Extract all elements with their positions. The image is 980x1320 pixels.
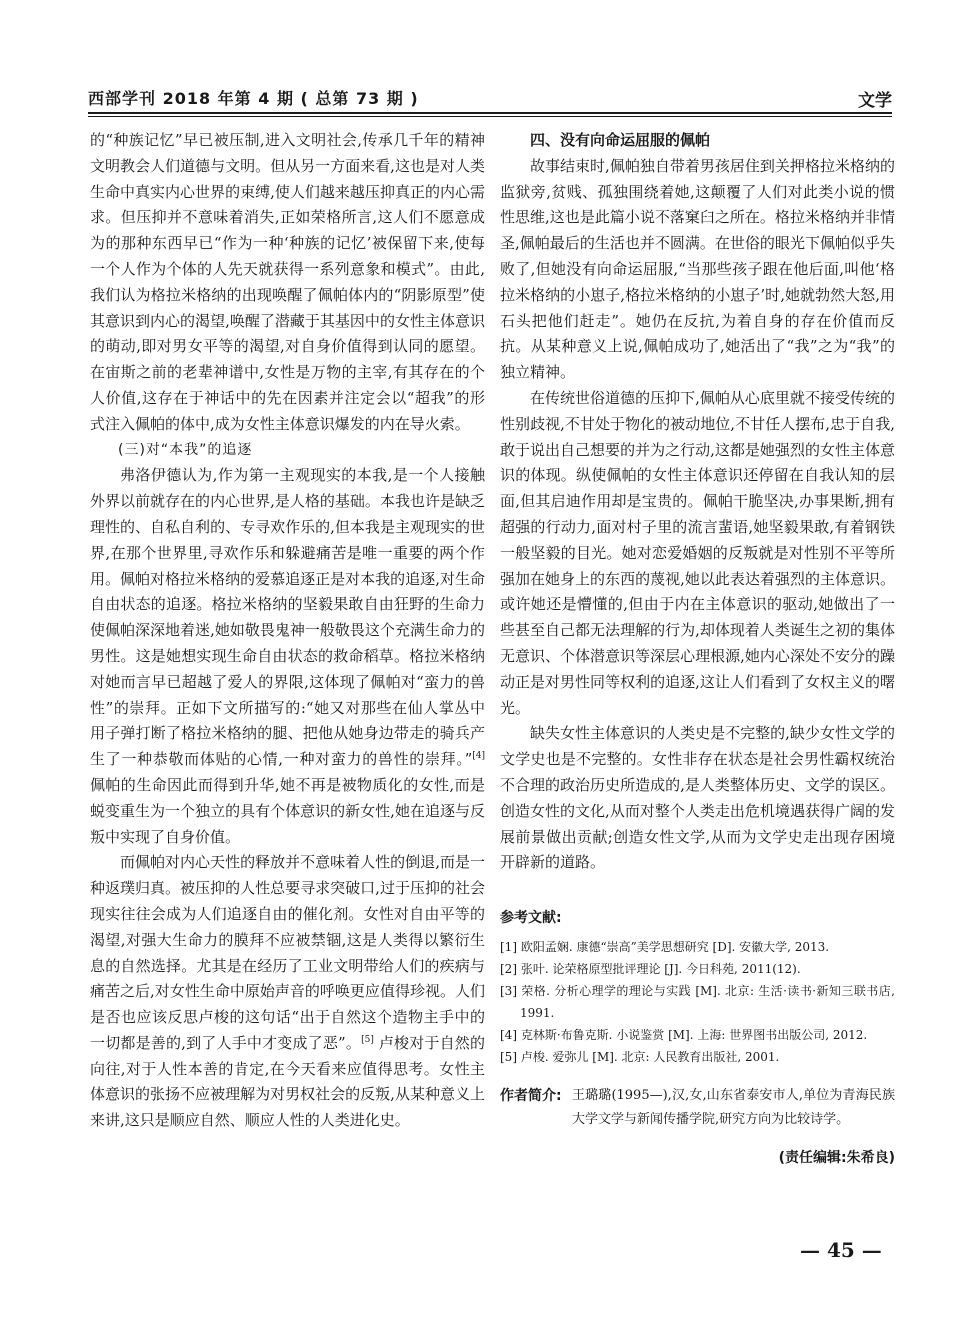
header-rule <box>88 112 892 114</box>
paragraph <box>90 850 485 1134</box>
running-header <box>88 82 892 112</box>
reference-item: [3] 荣格. 分析心理学的理论与实践 [M]. 北京: 生活·读书·新知三联书店, 1991. <box>500 983 895 1020</box>
left-column <box>90 128 485 1134</box>
paragraph-text: 而佩帕对内心天性的释放并不意味着人性的倒退,而是一种返璞归真。被压抑的人性总要寻求突破口,过于压抑的社会现实往往会成为人们追逐自由的催化剂。女性对自由平等的渴望,对强大生命力的膜拜不应被禁锢,这是人类得以繁衍生息的自然选择。尤其是在经历了工业文明带给人们的疾病与痛苦之后,对女性生命中原始声音的呼唤更应值得珍视。人们是否也应该反思卢梭的这句话“出于自然这个造物主手中的一切都是善的,到了人手中才变成了恶”。 <box>90 853 485 1052</box>
reference-item: [2] 张叶. 论荣格原型批评理论 [J]. 今日科苑, 2011(12). <box>500 961 801 976</box>
paragraph-text: 佩帕的生命因此而得到升华,她不再是被物质化的女性,而是蜕变重生为一个独立的具有个体意识的新女性,她在追逐与反叛中实现了自身价值。 <box>90 775 485 846</box>
paragraph-text: 弗洛伊德认为,作为第一主观现实的本我,是一个人接触外界以前就存在的内心世界,是人格的基础。本我也许是缺乏理性的、自私自利的、专寻欢作乐的,但本我是主观现实的世界,在那个世界里,寻欢作乐和躲避痛苦是唯一重要的两个作用。佩帕对格拉米格纳的爱慕追逐正是对本我的追逐,对生命自由状态的追逐。格拉米格纳的坚毅果敢自由狂野的生命力使佩帕深深地着迷,她如敬畏鬼神一般敬畏这个充满生命力的男性。这是她想实现生命自由状态的救命稻草。格拉米格纳对她而言早已超越了爱人的界限,这体现了佩帕对“蛮力的兽性”的崇拜。正如下文所描写的:“她又对那些在仙人掌丛中用子弹打断了格拉米格纳的腿、把他从她身边带走的骑兵产生了一种恭敬而体贴的心情,一种对蛮力的兽性的崇拜。” <box>90 466 485 769</box>
paragraph: 的“种族记忆”早已被压制,进入文明社会,传承几千年的精神文明教会人们道德与文明。但从另一方面来看,这也是对人类生命中真实内心世界的束缚,使人们越来越压抑真正的内心需求。但压抑并不意味着消失,正如荣格所言,这人们不愿意成为的那种东西早已“作为一种‘种族的记忆’被保留下来,使每一个人作为个体的人先天就获得一系列意象和模式”。由此,我们认为格拉米格纳的出现唤醒了佩帕体内的“阴影原型”使其意识到内心的渴望,唤醒了潜藏于其基因中的女性主体意识的萌动,即对男女平等的渴望,对自身价值得到认同的愿望。在宙斯之前的老辈神谱中,女性是万物的主宰,有其存在的个人价值,这存在于神话中的先在因素并注定会以“超我”的形式注入佩帕的体中,成为女性主体意识爆发的内在导火索。 <box>90 131 485 433</box>
header-rule-thin <box>88 116 892 117</box>
journal-title: 西部学刊 2018 年第 4 期 ( 总第 73 期 ) <box>88 89 419 108</box>
reference-item: [4] 克林斯·布鲁克斯. 小说鉴赏 [M]. 上海: 世界图书出版公司, 2012. <box>500 1027 868 1042</box>
references-title: 参考文献: <box>500 910 562 927</box>
section-heading: 四、没有向命运屈服的佩帕 <box>530 131 711 149</box>
reference-item: [5] 卢梭. 爱弥儿 [M]. 北京: 人民教育出版社, 2001. <box>500 1049 780 1064</box>
paragraph-text: 卢梭对于自然的向往,对于人性本善的肯定,在今天看来应值得思考。女性主体意识的张扬不应被理解为对男权社会的反叛,从某种意义上来讲,这只是顺应自然、顺应人性的人类进化史。 <box>90 1033 485 1130</box>
paragraph: 缺失女性主体意识的人类史是不完整的,缺少女性文学的文学史也是不完整的。女性非存在状态是社会男性霸权统治不合理的政治历史所造成的,是人类整体历史、文学的误区。创造女性的文化,从而对整个人类走出危机境遇获得广阔的发展前景做出贡献;创造女性文学,从而为文学史走出现存困境开辟新的道路。 <box>500 724 895 872</box>
section-label: 文学 <box>858 91 892 111</box>
paragraph <box>90 463 485 850</box>
subsection-heading: (三)对“本我”的追逐 <box>118 441 253 458</box>
page-number: — 45 — <box>800 1238 882 1262</box>
citation: [4] <box>472 751 485 762</box>
paragraph: 故事结束时,佩帕独自带着男孩居住到关押格拉米格纳的监狱旁,贫贱、孤独围绕着她,这颠覆了人们对此类小说的惯性思维,这也是此篇小说不落窠臼之所在。格拉米格纳并非情圣,佩帕最后的生活也并不圆满。在世俗的眼光下佩帕似乎失败了,但她没有向命运屈服,“当那些孩子跟在他后面,叫他‘格拉米格纳的小崽子,格拉米格纳的小崽子’时,她就勃然大怒,用石头把他们赶走”。她仍在反抗,为着自身的存在价值而反抗。从某种意义上说,佩帕成功了,她活出了“我”之为“我”的独立精神。 <box>500 156 895 382</box>
author-bio <box>500 1084 895 1132</box>
right-column <box>500 128 895 1172</box>
author-bio-label: 作者简介: <box>500 1087 562 1104</box>
paragraph: 在传统世俗道德的压抑下,佩帕从心底里就不接受传统的性别歧视,不甘处于物化的被动地位,不甘任人摆布,忠于自我,敢于说出自己想要的并为之行动,这都是她强烈的女性主体意识的体现。纵使佩帕的女性主体意识还停留在自我认知的层面,但其启迪作用却是宝贵的。佩帕干脆坚决,办事果断,拥有超强的行动力,面对村子里的流言蜚语,她坚毅果敢,有着钢铁一般坚毅的目光。她对恋爱婚姻的反叛就是对性别不平等所强加在她身上的东西的蔑视,她以此表达着强烈的主体意识。或许她还是懵懂的,但由于内在主体意识的驱动,她做出了一些甚至自己都无法理解的行为,却体现着人类诞生之初的集体无意识、个体潜意识等深层心理根源,她内心深处不安分的躁动正是对男性同等权利的追逐,这让人们看到了女权主义的曙光。 <box>500 388 895 717</box>
citation: [5] <box>361 1034 374 1045</box>
author-bio-text: 王璐璐(1995—),汉,女,山东省泰安市人,单位为青海民族大学文学与新闻传播学院,研究方向为比较诗学。 <box>572 1087 895 1127</box>
reference-item: [1] 欧阳孟娴. 康德“崇高”美学思想研究 [D]. 安徽大学, 2013. <box>500 939 830 954</box>
editor-credit: (责任编辑:朱希良) <box>778 1149 895 1166</box>
references-list <box>500 936 895 1068</box>
